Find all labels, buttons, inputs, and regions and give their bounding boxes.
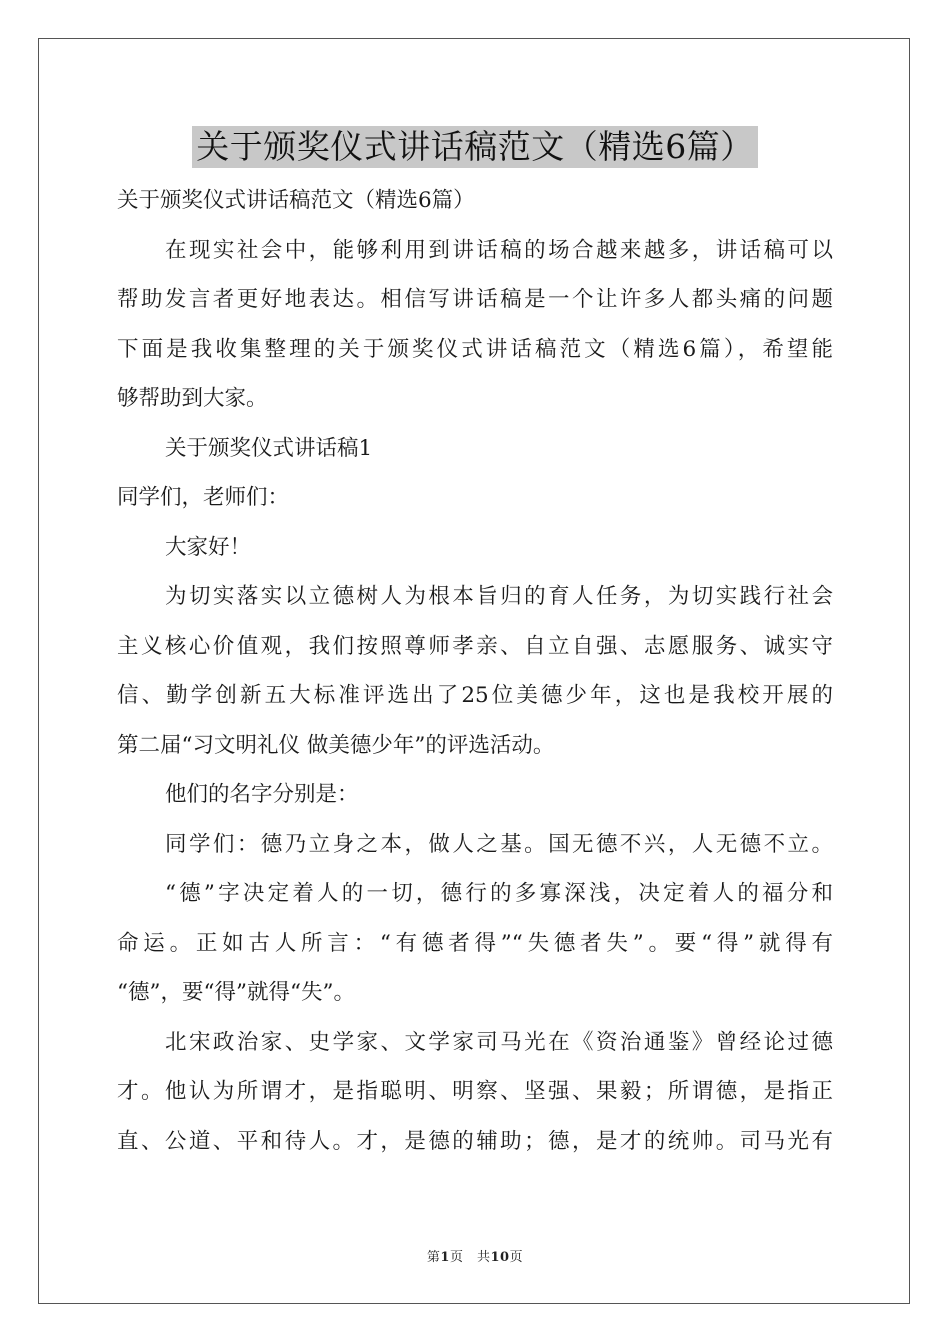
body-line: 主义核心价值观，我们按照尊师孝亲、自立自强、志愿服务、诚实守 [117,633,833,659]
body-line: 信、勤学创新五大标准评选出了25位美德少年，这也是我校开展的 [117,683,833,708]
body-line: 关于颁奖仪式讲话稿范文（精选6篇） [117,188,475,213]
body-line: 下面是我收集整理的关于颁奖仪式讲话稿范文（精选6篇），希望能 [117,336,833,362]
body-line: 命运。正如古人所言：“有德者得”“失德者失”。要“得”就得有 [117,930,833,956]
body-line: 他们的名字分别是： [165,782,359,807]
section-heading: 关于颁奖仪式讲话稿1 [165,435,373,461]
body-line: 帮助发言者更好地表达。相信写讲话稿是一个让许多人都头痛的问题 [117,287,833,312]
footer-page-current: 1 [440,1250,450,1265]
page-footer [0,1246,950,1265]
document-title: 关于颁奖仪式讲话稿范文（精选6篇） [192,126,758,168]
body-line: 同学们，老师们： [117,485,290,510]
body-line: “德”，要“得”就得“失”。 [117,980,355,1005]
footer-prefix: 第 [426,1250,441,1265]
body-line: 在现实社会中，能够利用到讲话稿的场合越来越多，讲话稿可以 [165,237,833,263]
body-line: 北宋政治家、史学家、文学家司马光在《资治通鉴》曾经论过德 [165,1029,833,1055]
body-line: 大家好！ [165,534,252,560]
body-line: “德”字决定着人的一切，德行的多寡深浅，决定着人的福分和 [165,881,833,906]
footer-suffix: 页 [509,1250,524,1265]
body-line: 才。他认为所谓才，是指聪明、明察、坚强、果毅；所谓德，是指正 [117,1079,833,1104]
footer-page-total: 10 [490,1250,510,1265]
body-line: 够帮助到大家。 [117,386,268,411]
body-line: 同学们：德乃立身之本，做人之基。国无德不兴，人无德不立。 [165,831,833,857]
body-line: 第二届“习文明礼仪 做美德少年”的评选活动。 [117,732,555,758]
document-body [117,176,833,1166]
title-container [0,126,950,168]
body-line: 为切实落实以立德树人为根本旨归的育人任务，为切实践行社会 [165,584,833,609]
footer-mid: 页 共 [449,1250,491,1265]
body-line: 直、公道、平和待人。才，是德的辅助；德，是才的统帅。司马光有 [117,1128,833,1154]
